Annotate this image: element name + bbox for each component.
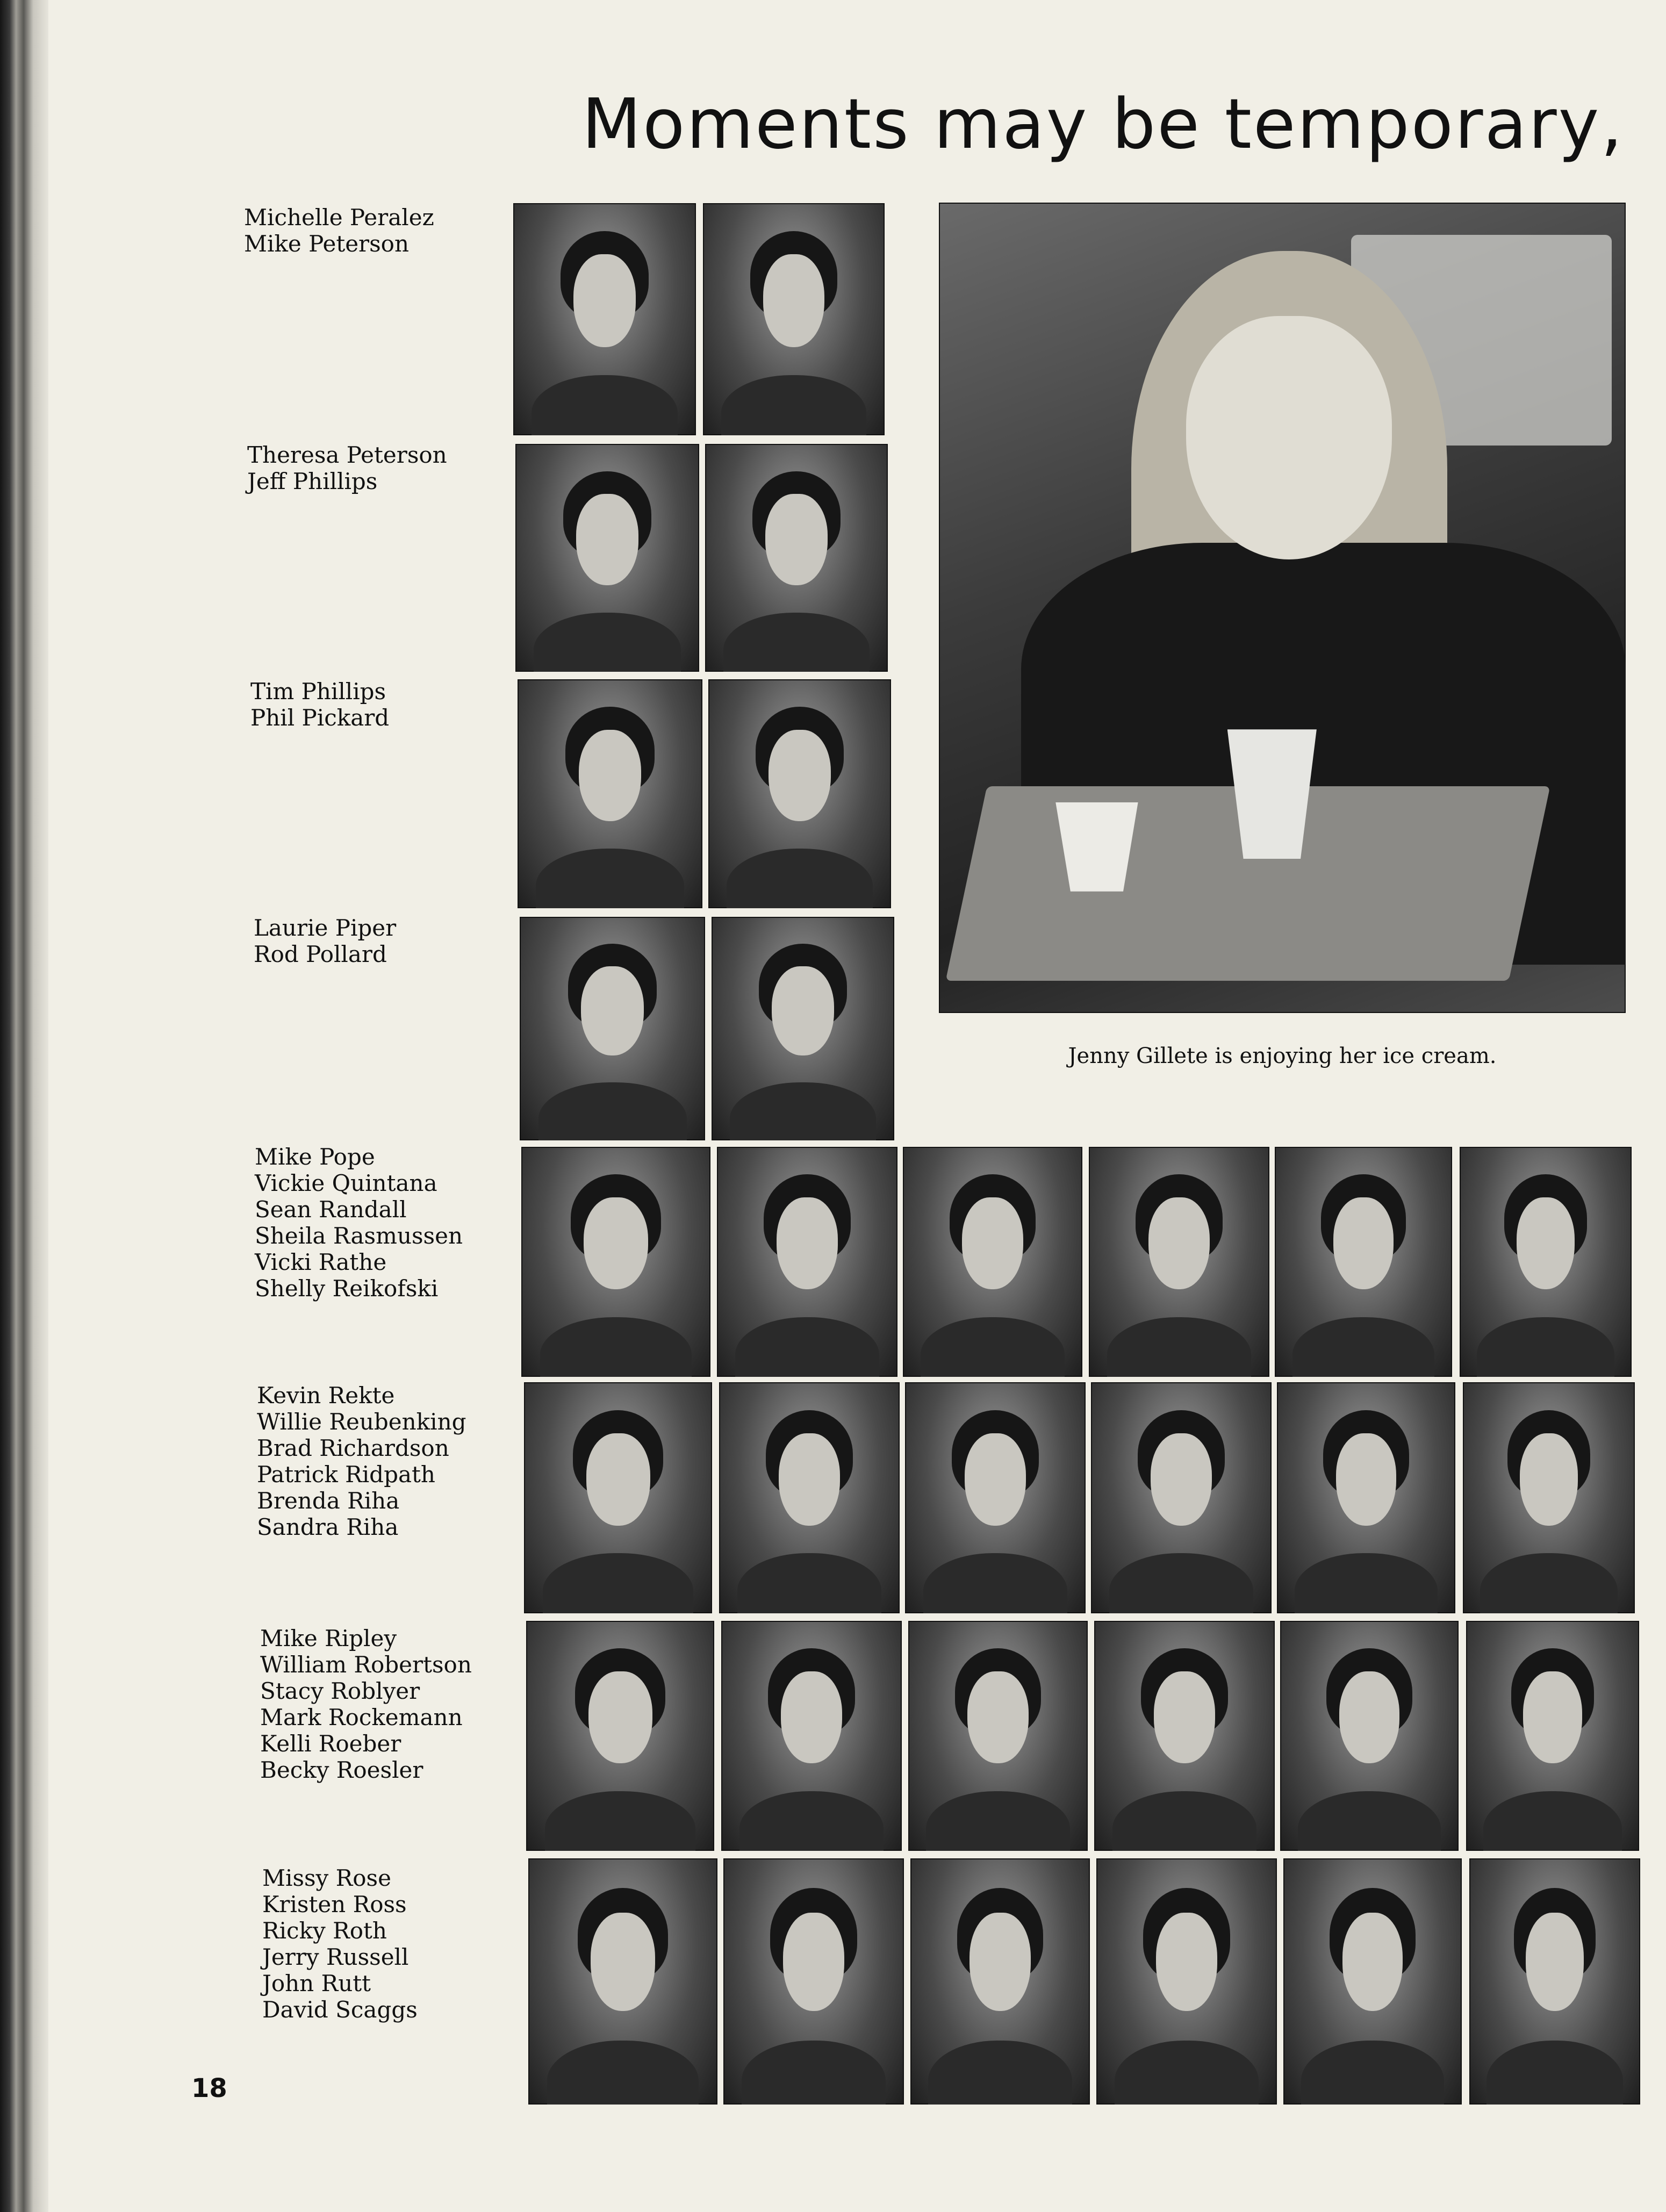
name-list-row-1 bbox=[244, 204, 434, 257]
name-list-row-2 bbox=[247, 442, 447, 494]
portrait-photo bbox=[526, 1621, 714, 1851]
portrait-photo bbox=[521, 1147, 710, 1377]
student-name: Phil Pickard bbox=[250, 705, 390, 731]
student-name: Tim Phillips bbox=[250, 678, 386, 705]
portrait-photo bbox=[1463, 1382, 1635, 1613]
student-name: Missy Rose bbox=[262, 1865, 391, 1891]
student-name: Kelli Roeber bbox=[260, 1730, 401, 1757]
student-name: Mark Rockemann bbox=[260, 1704, 463, 1730]
student-name: Mike Peterson bbox=[244, 231, 410, 257]
student-name: Patrick Ridpath bbox=[257, 1461, 435, 1488]
student-name: Theresa Peterson bbox=[247, 442, 447, 468]
student-name: Sean Randall bbox=[255, 1196, 407, 1223]
portrait-photo bbox=[712, 917, 894, 1140]
student-name: Sheila Rasmussen bbox=[255, 1223, 463, 1249]
portrait-photo bbox=[518, 679, 702, 908]
student-name: Becky Roesler bbox=[260, 1757, 423, 1783]
name-list-row-7 bbox=[260, 1625, 472, 1783]
portrait-photo bbox=[1089, 1147, 1269, 1377]
portrait-photo bbox=[721, 1621, 902, 1851]
student-name: Laurie Piper bbox=[254, 915, 397, 941]
student-name: David Scaggs bbox=[262, 1996, 418, 2023]
book-binding bbox=[0, 0, 48, 2212]
student-name: Stacy Roblyer bbox=[260, 1678, 420, 1704]
portrait-photo bbox=[1096, 1858, 1277, 2105]
feature-photo bbox=[939, 203, 1626, 1013]
portrait-photo bbox=[1469, 1858, 1640, 2105]
portrait-photo bbox=[905, 1382, 1086, 1613]
student-name: Brenda Riha bbox=[257, 1488, 400, 1514]
name-list-row-6 bbox=[257, 1382, 466, 1540]
portrait-photo bbox=[717, 1147, 897, 1377]
student-name: Rod Pollard bbox=[254, 941, 387, 967]
student-name: Mike Pope bbox=[255, 1144, 375, 1170]
portrait-photo bbox=[1277, 1382, 1455, 1613]
student-name: Kristen Ross bbox=[262, 1891, 407, 1917]
student-name: Mike Ripley bbox=[260, 1625, 397, 1651]
portrait-photo bbox=[708, 679, 891, 908]
portrait-photo bbox=[705, 444, 888, 672]
student-name: Kevin Rekte bbox=[257, 1382, 395, 1409]
name-list-row-4 bbox=[254, 915, 396, 967]
student-name: Willie Reubenking bbox=[257, 1409, 466, 1435]
student-name: Brad Richardson bbox=[257, 1435, 449, 1461]
name-list-row-5 bbox=[255, 1144, 463, 1302]
student-name: William Robertson bbox=[260, 1651, 472, 1678]
portrait-photo bbox=[528, 1858, 717, 2105]
name-list-row-3 bbox=[250, 678, 389, 731]
portrait-photo bbox=[903, 1147, 1082, 1377]
student-name: Sandra Riha bbox=[257, 1514, 399, 1540]
student-name: Michelle Peralez bbox=[244, 204, 434, 231]
portrait-photo bbox=[524, 1382, 712, 1613]
student-name: Vickie Quintana bbox=[255, 1170, 437, 1196]
portrait-photo bbox=[1460, 1147, 1632, 1377]
student-name: Shelly Reikofski bbox=[255, 1275, 439, 1302]
photo-caption: Jenny Gillete is enjoying her ice cream. bbox=[1068, 1044, 1497, 1068]
portrait-photo bbox=[513, 203, 696, 435]
portrait-photo bbox=[1275, 1147, 1452, 1377]
portrait-photo bbox=[1283, 1858, 1462, 2105]
portrait-photo bbox=[1094, 1621, 1275, 1851]
page-title: Moments may be temporary, bbox=[581, 84, 1624, 164]
portrait-photo bbox=[719, 1382, 900, 1613]
portrait-photo bbox=[520, 917, 705, 1140]
student-name: Jerry Russell bbox=[262, 1944, 409, 1970]
portrait-photo bbox=[1466, 1621, 1639, 1851]
portrait-photo bbox=[1091, 1382, 1272, 1613]
student-name: Jeff Phillips bbox=[247, 468, 378, 494]
page-number: 18 bbox=[191, 2073, 227, 2103]
portrait-photo bbox=[723, 1858, 904, 2105]
portrait-photo bbox=[908, 1621, 1088, 1851]
student-name: Ricky Roth bbox=[262, 1917, 387, 1944]
portrait-photo bbox=[1280, 1621, 1459, 1851]
student-name: John Rutt bbox=[262, 1970, 371, 1996]
portrait-photo bbox=[703, 203, 885, 435]
portrait-photo bbox=[910, 1858, 1090, 2105]
name-list-row-8 bbox=[262, 1865, 418, 2023]
student-name: Vicki Rathe bbox=[255, 1249, 387, 1275]
portrait-photo bbox=[515, 444, 699, 672]
